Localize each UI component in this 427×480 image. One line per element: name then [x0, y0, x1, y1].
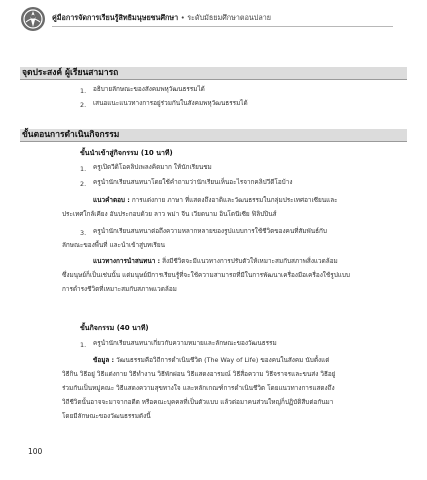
- info-label: ข้อมูล :: [93, 356, 115, 364]
- info-text-2: วิธีกิน วิธีอยู่ วิธีแต่งกาย วิธีทำงาน วิธีพักผ่อน วิธีแสดงอารมณ์ วิธีสื่อความ วิธีจราจรและขนส่ง วิธีอยู่: [62, 370, 336, 378]
- intro-item-3-text-1: ครูนำนักเรียนสนทนาต่อถึงความหลากหลายของรูปแบบการใช้ชีวิตของคนที่สัมพันธ์กับ: [93, 227, 327, 235]
- intro-item-3-number: 3.: [80, 229, 87, 237]
- guide-label: แนวทางการนำสนทนา :: [93, 257, 161, 265]
- steps-heading: ขั้นตอนการดำเนินกิจกรรม: [20, 129, 407, 142]
- intro-item-2-text: ครูนำนักเรียนสนทนาโดยใช้คำถามว่านักเรียนเห็นอะไรจากคลิปวีดีโอบ้าง: [93, 178, 293, 186]
- answer-text-1: การแต่งกาย ภาษา ที่แสดงถึงอาติและวัฒนธรรมในกลุ่มประเทศอาเซียนและ: [131, 196, 338, 204]
- answer-text-2: ประเทศใกล้เคียง อันประกอบด้วย ลาว พม่า จีน เวียดนาม อินโดนีเซีย ฟิลิปปินส์: [62, 210, 277, 218]
- page-number: 100: [28, 447, 43, 456]
- objective-1-text: อธิบายลักษณะของสังคมพหุวัฒนธรรมได้: [93, 85, 205, 93]
- objective-2-number: 2.: [80, 101, 87, 109]
- header-rule: [52, 26, 393, 27]
- intro-stage-title: ขั้นนำเข้าสู่กิจกรรม (10 นาที): [80, 149, 173, 157]
- intro-item-3-text-2: ลักษณะของพื้นที่ และนำเข้าสู่บทเรียน: [62, 241, 165, 249]
- info-text-1: วัฒนธรรมคือวิถีการดำเนินชีวิต (The Way of Life) ของคนในสังคม นับตั้งแต่: [116, 356, 330, 364]
- emblem-icon: [20, 6, 46, 32]
- answer-paragraph-line-1: [93, 196, 338, 205]
- answer-label: แนวคำตอบ :: [93, 196, 130, 204]
- guide-paragraph-line-1: [93, 257, 338, 266]
- header-main-title: คู่มือการจัดการเรียนรู้สิทธิมนุษยชนศึกษา: [52, 13, 179, 22]
- objective-2-text: เสนอแนะแนวทางการอยู่ร่วมกันในสังคมพหุวัฒนธรรมได้: [93, 99, 248, 107]
- objective-1-number: 1.: [80, 87, 87, 95]
- guide-text-3: การดำรงชีวิตที่เหมาะสมกับสภาพแวดล้อม: [62, 285, 177, 293]
- info-text-4: วิถีชีวิตนั้นอาจจะมาจากอดีต หรือคณะบุคคลที่เป็นตัวแบบ แล้วต่อมาคนส่วนใหญ่ก็ปฏิบัติสืบต่อกันมา: [62, 398, 334, 406]
- info-text-3: ร่วมกันเป็นหมู่คณะ วิธีแสดงความสุขทางใจ และหลักเกณฑ์การดำเนินชีวิต โดยแนวทางการแสดงถึง: [62, 384, 335, 392]
- header-subtitle: ระดับมัธยมศึกษาตอนปลาย: [187, 13, 272, 22]
- intro-item-2-number: 2.: [80, 180, 87, 188]
- guide-text-2: ซึ่งมนุษย์ก็เป็นเช่นนั้น แต่มนุษย์มีการเรียนรู้ที่จะใช้ความสามารถที่มีในการพัฒนาเครื่องมือเครื่องใช้รูปแบบ: [62, 271, 350, 279]
- objectives-heading: จุดประสงค์ ผู้เรียนสามารถ: [20, 67, 407, 80]
- intro-item-1-number: 1.: [80, 165, 87, 173]
- activity-item-1-number: 1.: [80, 341, 87, 349]
- guide-text-1: สิ่งมีชีวิตจะมีแนวทางการปรับตัวให้เหมาะสมกับสภาพสิ่งแวดล้อม: [162, 257, 338, 265]
- header-title: คู่มือการจัดการเรียนรู้สิทธิมนุษยชนศึกษา • ระดับมัธยมศึกษาตอนปลาย: [52, 13, 272, 22]
- info-paragraph-line-1: [93, 356, 329, 365]
- activity-item-1-text: ครูนำนักเรียนสนทนาเกี่ยวกับความหมายและลักษณะของวัฒนธรรม: [93, 339, 277, 347]
- info-text-5: โดยมีลักษณะของวัฒนธรรมดังนี้: [62, 412, 151, 420]
- activity-stage-title: ขั้นกิจกรรม (40 นาที): [80, 324, 149, 332]
- intro-item-1-text: ครูเปิดวีดิโอคลิปเพลงคิดมาก ให้นักเรียนชม: [93, 163, 212, 171]
